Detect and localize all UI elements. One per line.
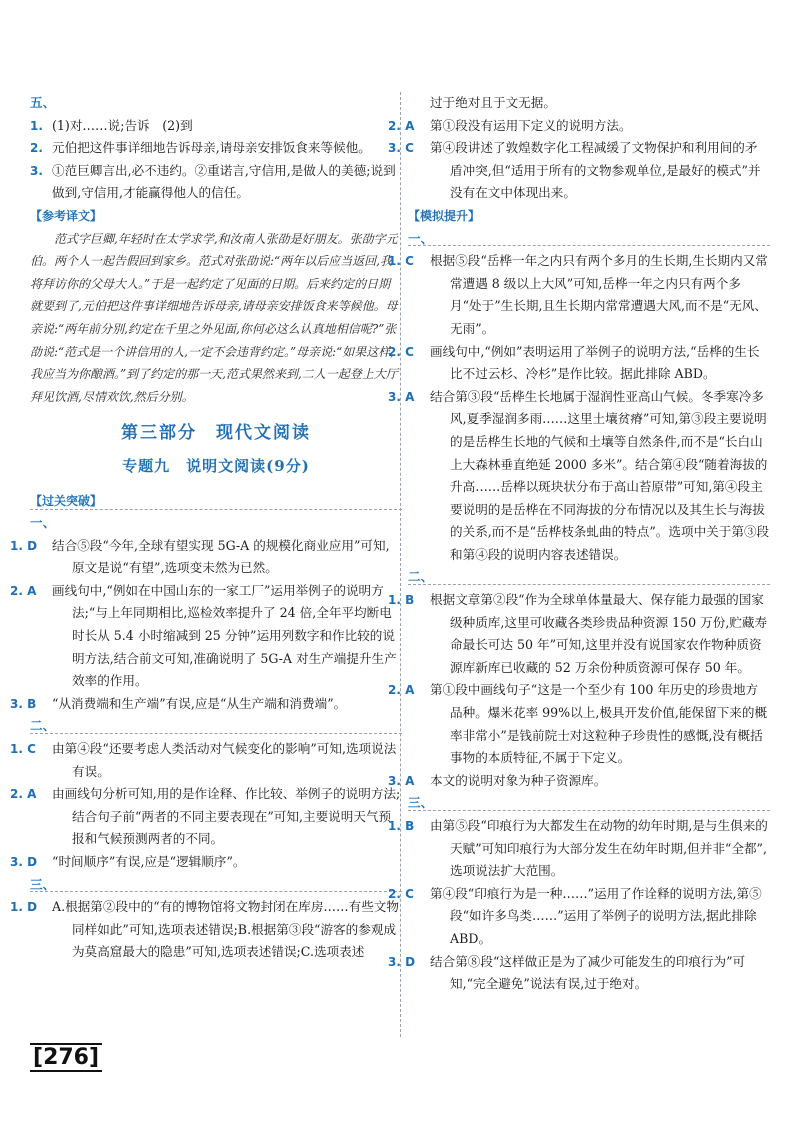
- answer-number: 3. D: [10, 855, 38, 869]
- pass-tag: [30, 490, 402, 513]
- answer-text: 第④段讲述了敦煌数字化工程减缓了文物保护和利用间的矛盾冲突,但“适用于所有的文物参观单位,是最好的模式”并没有在文中体现出来。: [430, 140, 761, 201]
- answer-number: 1. B: [388, 593, 415, 608]
- tag-label: 【过关突破】: [30, 493, 103, 508]
- answer-continuation: [408, 92, 770, 115]
- answer-number: 1. D: [10, 538, 38, 553]
- simulation-tag: [408, 205, 770, 228]
- section-one-heading: 一、: [30, 515, 56, 531]
- answer-number: 2. A: [388, 683, 415, 698]
- answer-text: 结合第③段“岳桦生长地属于湿润性亚高山气候。冬季寒冷多风,夏季湿润多雨……这里土壤贫瘠”可知,第③段主要说明的是岳桦生长地的气候和土壤等自然条件,而不是“长白山上大森林垂直绝延 2000 多米”。结合第④段“随着海拔的升高……岳桦以斑块状分布于高山苔原带”可知,第④段主要说明的是岳桦在不同海拔的分布情况以及其生长与海拔的关系,而不是“岳桦枝条虬曲的特点”。选项中关于第③段和第④段的说明内容表述错误。: [430, 388, 770, 562]
- answer-item: [10, 693, 402, 716]
- tag-label: 【参考译文】: [30, 208, 103, 223]
- answer-item: [10, 535, 402, 580]
- answer-number: 1.: [30, 118, 43, 133]
- answer-item: [388, 679, 770, 769]
- section-three-heading: 三、: [408, 792, 770, 815]
- answer-item: [388, 770, 770, 793]
- answer-text: 过于绝对且于文无据。: [430, 95, 556, 110]
- answer-item: [388, 815, 770, 883]
- answer-number: 2.: [30, 141, 43, 156]
- answer-text: (1)对……说;告诉 (2)到: [52, 117, 193, 133]
- answer-text: 第①段没有运用下定义的说明方法。: [430, 117, 632, 133]
- answer-item: [30, 160, 402, 205]
- answer-item: [388, 589, 770, 679]
- answer-text: ①范巨卿言出,必不违约。②重诺言,守信用,是做人的美德;说到做到,守信用,才能赢得他人的信任。: [52, 162, 396, 201]
- answer-item: [388, 115, 770, 138]
- answer-item: [388, 386, 770, 567]
- answer-text: 由第④段“还要考虑人类活动对气候变化的影响”可知,选项说法有误。: [52, 741, 397, 779]
- answer-item: [388, 951, 770, 996]
- reference-translation-tag: [30, 205, 402, 228]
- answer-text: 由第⑤段“印痕行为大都发生在动物的幼年时期,是与生俱来的天赋”可知印痕行为大部分发生在幼年时期,但并非“全都”,选项说法扩大范围。: [430, 818, 768, 879]
- part-title: 第三部分 现代文阅读: [121, 423, 311, 444]
- answer-text: 由画线句分析可知,用的是作诠释、作比较、举例子的说明方法;结合句子前“两者的不同主要表现在”可知,主要说明天气预报和气候预测两者的不同。: [52, 786, 401, 847]
- answer-item: [10, 580, 402, 693]
- right-column: [388, 92, 770, 996]
- answer-text: 根据文章第②段“作为全球单体量最大、保存能力最强的国家级种质库,这里可收藏各类珍贵品种资源 150 万份,贮藏寿命最长可达 50 年”可知,这里并没有说国家农作物种质资源库新库已收藏的 52 万余份种质资源可保存 50 年。: [430, 592, 768, 675]
- answer-item: [30, 137, 402, 160]
- answer-number: 2. A: [388, 118, 415, 133]
- section-two-heading: 二、: [30, 715, 402, 738]
- section-three-heading: 三、: [30, 874, 402, 897]
- answer-text: 结合第⑧段“这样做正是为了减少可能发生的印痕行为”可知,“完全避免”说法有误,过于绝对。: [430, 953, 746, 992]
- answer-text: 结合⑤段“今年,全球有望实现 5G-A 的规模化商业应用”可知,原文是说“有望”,选项变未然为已然。: [52, 537, 390, 576]
- answer-text: 第①段中画线句子“这是一个至少有 100 年历史的珍贵地方品种。爆米花率 99%以上,极具开发价值,能保留下来的概率非常小”是钱前院士对这粒种子珍贵性的感慨,没有概括事物的本质特征,不属于下定义。: [430, 682, 768, 766]
- answer-text: A.根据第②段中的“有的博物馆将文物封闭在库房……有些文物同样如此”可知,选项表述错误;B.根据第③段“游客的参观成为莫高窟最大的隐患”可知,选项表述错误;C.选项表述: [52, 899, 399, 960]
- answer-number: 2. A: [10, 583, 37, 598]
- answer-number: 2. A: [10, 787, 37, 802]
- answer-number: 1. C: [388, 254, 414, 269]
- section-five-heading: 五、: [30, 95, 56, 110]
- answer-item: [30, 115, 402, 138]
- answer-text: “从消费端和生产端”有误,应是“从生产端和消费端”。: [52, 695, 347, 711]
- answer-text: 根据⑤段“岳桦一年之内只有两个多月的生长期,生长期内又常常遭遇 8 级以上大风”可知,岳桦一年之内只有两个多月“处于”生长期,且生长期内常常遭遇大风,而不是“无风、无雨”。: [430, 253, 768, 336]
- answer-number: 3. D: [388, 954, 416, 969]
- left-column: [10, 92, 402, 964]
- answer-item: [10, 783, 402, 851]
- answer-number: 1. B: [388, 819, 415, 833]
- answer-number: 1. D: [10, 900, 38, 915]
- answer-text: “时间顺序”有误,应是“逻辑顺序”。: [52, 854, 246, 869]
- answer-item: [10, 851, 402, 874]
- answer-number: 2. C: [388, 344, 414, 359]
- topic-title: 专题九 说明文阅读(9分): [122, 456, 310, 475]
- answer-number: 1. C: [10, 742, 36, 757]
- section-one-heading: 一、: [408, 228, 770, 251]
- section-two-heading: 二、: [408, 566, 770, 589]
- answer-text: 第④段“印痕行为是一种……”运用了作诠释的说明方法,第⑤段“如许多鸟类……”运用了举例子的说明方法,据此排除 ABD。: [430, 885, 762, 946]
- answer-item: [388, 341, 770, 386]
- answer-item: [10, 738, 402, 783]
- answer-text: 画线句中,“例如”表明运用了举例子的说明方法,“岳桦的生长比不过云杉、冷杉”是作比较。据此排除 ABD。: [430, 343, 760, 382]
- page-number: [ 276 ]: [30, 1043, 102, 1072]
- answer-number: 3. A: [388, 773, 415, 788]
- answer-number: 3. C: [388, 141, 414, 156]
- answer-item: [388, 137, 770, 205]
- reference-translation: 范式字巨卿,年轻时在太学求学,和汝南人张劭是好朋友。张劭字元伯。两个人一起告假回到家乡。范式对张劭说:“两年以后应当返回,我将拜访你的父母大人。”于是一起约定了见面的日期。后来约定的日期就要到了,元伯把这件事详细地告诉母亲,请母亲安排饭食来等候他。母亲说:“两年前分别,约定在千里之外见面,你何必这么认真地相信呢?”张劭说:“范式是一个讲信用的人,一定不会违背约定。”母亲说:“如果这样,我应当为你酿酒。”到了约定的那一天,范式果然来到,二人一起登上大厅拜见饮酒,尽情欢饮,然后分别。: [30, 231, 398, 404]
- answer-text: 元伯把这件事详细地告诉母亲,请母亲安排饭食来等候他。: [52, 140, 371, 156]
- answer-number: 3.: [30, 163, 43, 178]
- answer-item: [388, 883, 770, 951]
- answer-number: 3. A: [388, 389, 415, 404]
- answer-number: 2. C: [388, 886, 414, 901]
- answer-item: [388, 250, 770, 340]
- answer-item: [10, 896, 402, 964]
- tag-label: 【模拟提升】: [408, 208, 481, 223]
- answer-text: 本文的说明对象为种子资源库。: [430, 772, 607, 788]
- answer-text: 画线句中,“例如在中国山东的一家工厂”运用举例子的说明方法;“与上年同期相比,巡检效率提升了 24 倍,全年平均断电时长从 5.4 小时缩减到 25 分钟”运用列数字和作比较的说明方法,结合前文可知,准确说明了 5G-A 对生产端提升生产效率的作用。: [52, 582, 397, 689]
- answer-number: 3. B: [10, 696, 37, 711]
